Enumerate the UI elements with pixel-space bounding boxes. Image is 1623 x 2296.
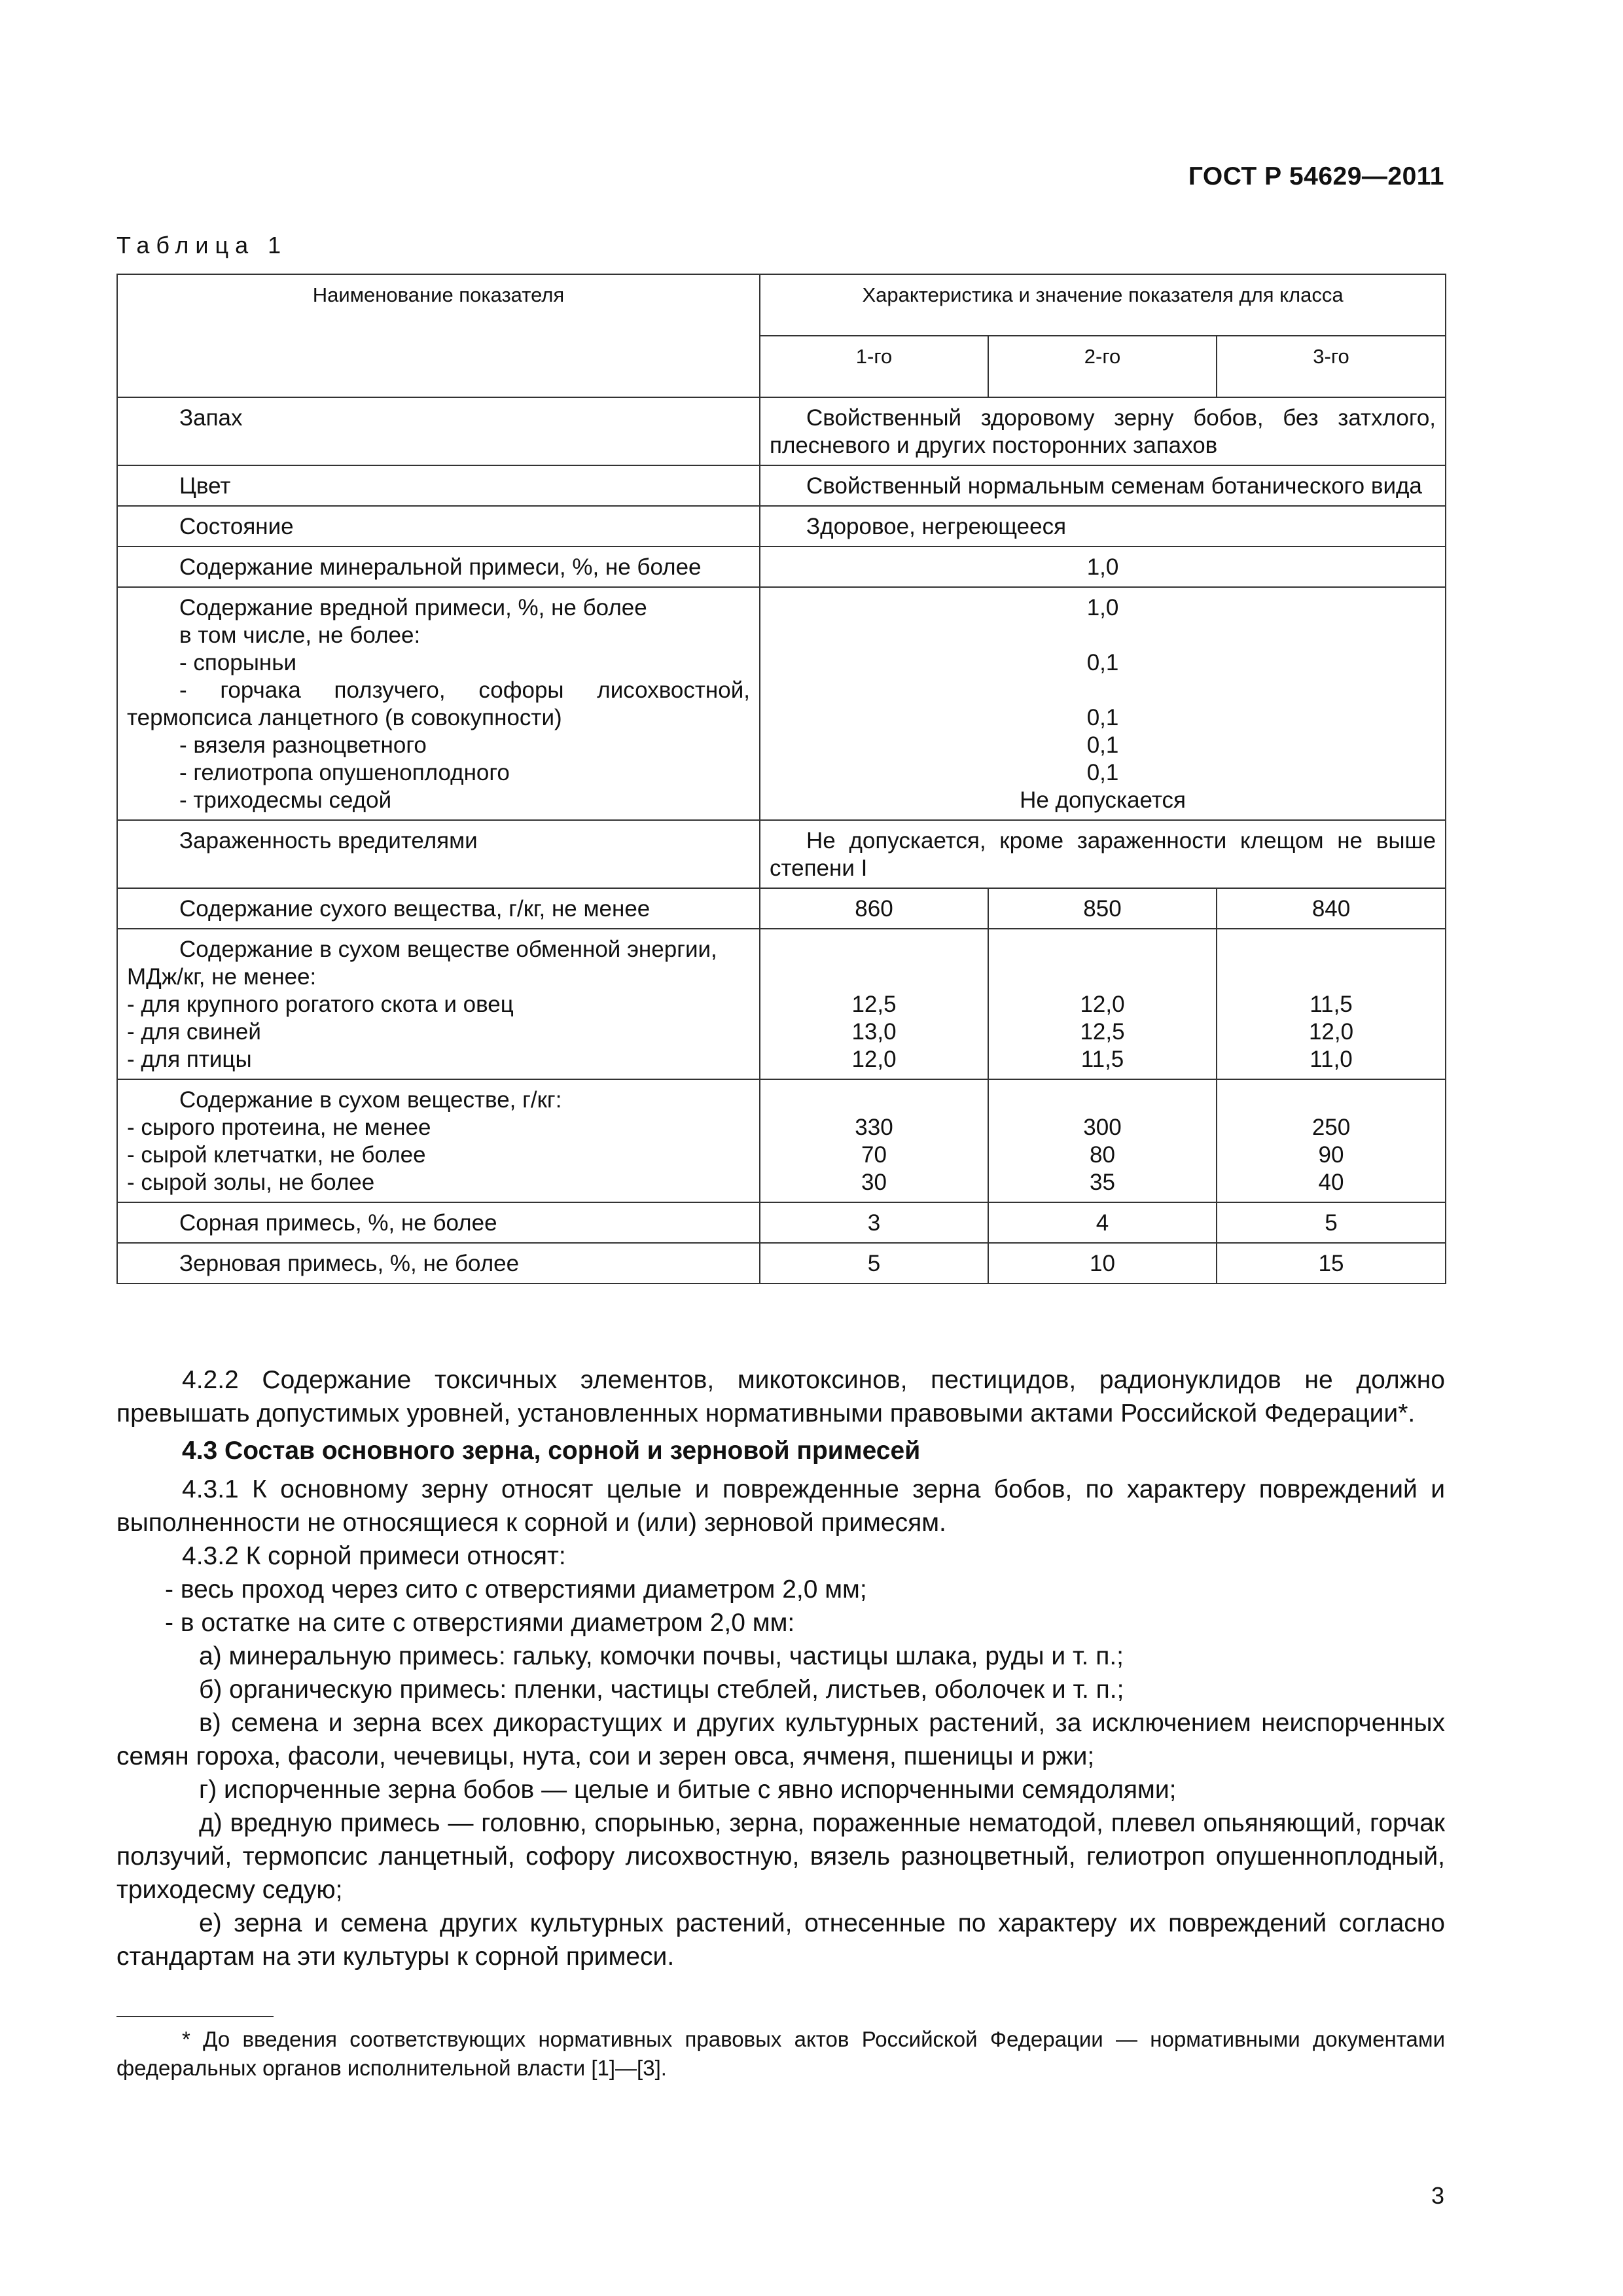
energy-cattle-class-3: 11,5 <box>1310 992 1353 1017</box>
row-value-harmful-trichodesma: Не допускается <box>1020 787 1186 813</box>
grain-class-1: 5 <box>760 1243 988 1283</box>
row-name-weed: Сорная примесь, %, не более <box>179 1210 497 1236</box>
fiber-class-1: 70 <box>861 1142 887 1168</box>
table-row <box>117 1079 1446 1202</box>
dry-matter-class-3: 840 <box>1217 888 1446 929</box>
class-header-2: 2-го <box>988 336 1217 397</box>
row-name-fiber: - сырой клетчатки, не более <box>127 1142 426 1168</box>
protein-class-3: 250 <box>1311 1115 1351 1140</box>
column-header-name: Наименование показателя <box>117 274 760 397</box>
row-name-grain: Зерновая примесь, %, не более <box>179 1251 520 1276</box>
row-value-pests: Не допускается, кроме зараженности клещом не выше степени I <box>760 820 1446 888</box>
requirements-table <box>116 274 1446 1284</box>
table-caption: Таблица 1 <box>116 232 288 259</box>
list-item: д) вредную примесь — головню, спорынью, зерна, пораженные нематодой, плевел опьяняющий, горчак ползучий, термопсис ланцетный, софору лисохвостную, вязель разноцветный, гелиотроп опушенноплодный, триходесму седую; <box>116 1809 1445 1904</box>
row-name-dry-matter: Содержание сухого вещества, г/кг, не менее <box>179 896 651 922</box>
table-row <box>117 1202 1446 1243</box>
ash-class-2: 35 <box>1090 1170 1115 1195</box>
table-row <box>117 587 1446 820</box>
row-name-smell: Запах <box>179 405 243 431</box>
energy-cattle-class-1: 12,5 <box>851 992 897 1017</box>
table-row <box>117 888 1446 929</box>
table-row <box>117 506 1446 547</box>
row-value-harmful: 1,0 <box>1086 595 1119 620</box>
row-name-ash: - сырой золы, не более <box>127 1170 375 1195</box>
energy-pigs-class-1: 13,0 <box>851 1019 897 1045</box>
ash-class-1: 30 <box>861 1170 887 1195</box>
row-name-composition: Содержание в сухом веществе, г/кг: <box>179 1087 562 1113</box>
list-item: - весь проход через сито с отверстиями диаметром 2,0 мм; <box>165 1575 867 1604</box>
fiber-class-2: 80 <box>1090 1142 1115 1168</box>
row-value-harmful-vetch: 0,1 <box>1086 732 1119 758</box>
footnote-divider <box>116 2016 274 2017</box>
energy-pigs-class-2: 12,5 <box>1080 1019 1125 1045</box>
row-name-harmful-vetch: - вязеля разноцветного <box>179 732 427 758</box>
protein-class-1: 330 <box>855 1115 893 1140</box>
weed-class-2: 4 <box>988 1202 1217 1243</box>
ash-class-3: 40 <box>1318 1170 1344 1195</box>
list-item: г) испорченные зерна бобов — целые и битые с явно испорченными семядолями; <box>199 1776 1177 1804</box>
row-name-state: Состояние <box>179 514 294 539</box>
row-name-protein: - сырого протеина, не менее <box>127 1115 431 1140</box>
table-row <box>117 1243 1446 1283</box>
list-item: е) зерна и семена других культурных растений, отнесенные по характеру их повреждений согласно стандартам на эти культуры к сорной примеси. <box>116 1909 1445 1971</box>
document-id: ГОСТ Р 54629—2011 <box>1188 162 1444 190</box>
table-row <box>117 397 1446 465</box>
list-item: б) органическую примесь: пленки, частицы стеблей, листьев, оболочек и т. п.; <box>199 1676 1124 1704</box>
row-name-harmful: Содержание вредной примеси, %, не более <box>179 595 647 620</box>
page-number: 3 <box>1431 2182 1444 2209</box>
paragraph-4-3-2: 4.3.2 К сорной примеси относят: <box>182 1542 566 1570</box>
list-item: в) семена и зерна всех дикорастущих и других культурных растений, за исключением неиспорченных семян гороха, фасоли, чечевицы, нута, сои и зерен овса, ячменя, пшеницы и ржи; <box>116 1709 1445 1770</box>
row-name-energy-pigs: - для свиней <box>127 1019 261 1045</box>
column-group-header: Характеристика и значение показателя для класса <box>760 274 1446 336</box>
protein-class-2: 300 <box>1083 1115 1122 1140</box>
row-value-smell: Свойственный здоровому зерну бобов, без затхлого, плесневого и других посторонних запахов <box>760 397 1446 465</box>
body-text <box>116 1363 1445 1973</box>
row-value-harmful-heliotrope: 0,1 <box>1086 760 1119 785</box>
list-item: - в остатке на сите с отверстиями диаметром 2,0 мм: <box>165 1609 795 1637</box>
grain-class-2: 10 <box>988 1243 1217 1283</box>
table-row <box>117 547 1446 587</box>
paragraph-4-2-2: 4.2.2 Содержание токсичных элементов, микотоксинов, пестицидов, радионуклидов не должно превышать допустимых уровней, установленных нормативными правовыми актами Российской Федерации*. <box>116 1366 1445 1427</box>
row-name-energy-poultry: - для птицы <box>127 1047 252 1072</box>
weed-class-1: 3 <box>760 1202 988 1243</box>
weed-class-3: 5 <box>1217 1202 1446 1243</box>
fiber-class-3: 90 <box>1318 1142 1344 1168</box>
energy-cattle-class-2: 12,0 <box>1080 992 1125 1017</box>
paragraph-4-3-1: 4.3.1 К основному зерну относят целые и поврежденные зерна бобов, по характеру повреждений и выполненности не относящиеся к сорной и (или) зерновой примесям. <box>116 1475 1445 1537</box>
energy-poultry-class-1: 12,0 <box>851 1047 897 1072</box>
row-name-harmful-ergot: - спорыньи <box>179 650 297 675</box>
table-row <box>117 929 1446 1079</box>
table-row <box>117 465 1446 506</box>
list-item: а) минеральную примесь: гальку, комочки почвы, частицы шлака, руды и т. п.; <box>199 1642 1124 1670</box>
energy-poultry-class-2: 11,5 <box>1080 1047 1124 1072</box>
row-name-harmful-heliotrope: - гелиотропа опушеноплодного <box>179 760 510 785</box>
footnote: * До введения соответствующих нормативных правовых актов Российской Федерации — нормативными документами федеральных органов исполнительной власти [1]—[3]. <box>116 2027 1445 2080</box>
dry-matter-class-1: 860 <box>760 888 988 929</box>
grain-class-3: 15 <box>1217 1243 1446 1283</box>
row-name-pests: Зараженность вредителями <box>179 828 478 853</box>
row-name-energy: Содержание в сухом веществе обменной энергии, МДж/кг, не менее: <box>127 937 717 990</box>
row-name-mineral: Содержание минеральной примеси, %, не более <box>179 554 702 580</box>
energy-pigs-class-3: 12,0 <box>1308 1019 1354 1045</box>
row-name-color: Цвет <box>179 473 231 499</box>
row-value-harmful-bitter: 0,1 <box>1086 705 1119 730</box>
row-value-color: Свойственный нормальным семенам ботанического вида <box>760 465 1446 506</box>
row-value-state: Здоровое, негреющееся <box>760 506 1446 547</box>
dry-matter-class-2: 850 <box>988 888 1217 929</box>
table-row <box>117 820 1446 888</box>
class-header-3: 3-го <box>1217 336 1446 397</box>
row-name-energy-cattle: - для крупного рогатого скота и овец <box>127 992 514 1017</box>
row-value-mineral: 1,0 <box>760 547 1446 587</box>
energy-poultry-class-3: 11,0 <box>1310 1047 1353 1072</box>
section-heading-4-3: 4.3 Состав основного зерна, сорной и зерновой примесей <box>182 1437 921 1465</box>
row-value-harmful-ergot: 0,1 <box>1086 650 1119 675</box>
row-name-harmful-trichodesma: - триходесмы седой <box>179 787 392 813</box>
row-name-harmful-including: в том числе, не более: <box>179 622 421 648</box>
row-name-harmful-bitter: - горчака ползучего, софоры лисохвостной, термопсиса ланцетного (в совокупности) <box>127 677 750 730</box>
class-header-1: 1-го <box>760 336 988 397</box>
